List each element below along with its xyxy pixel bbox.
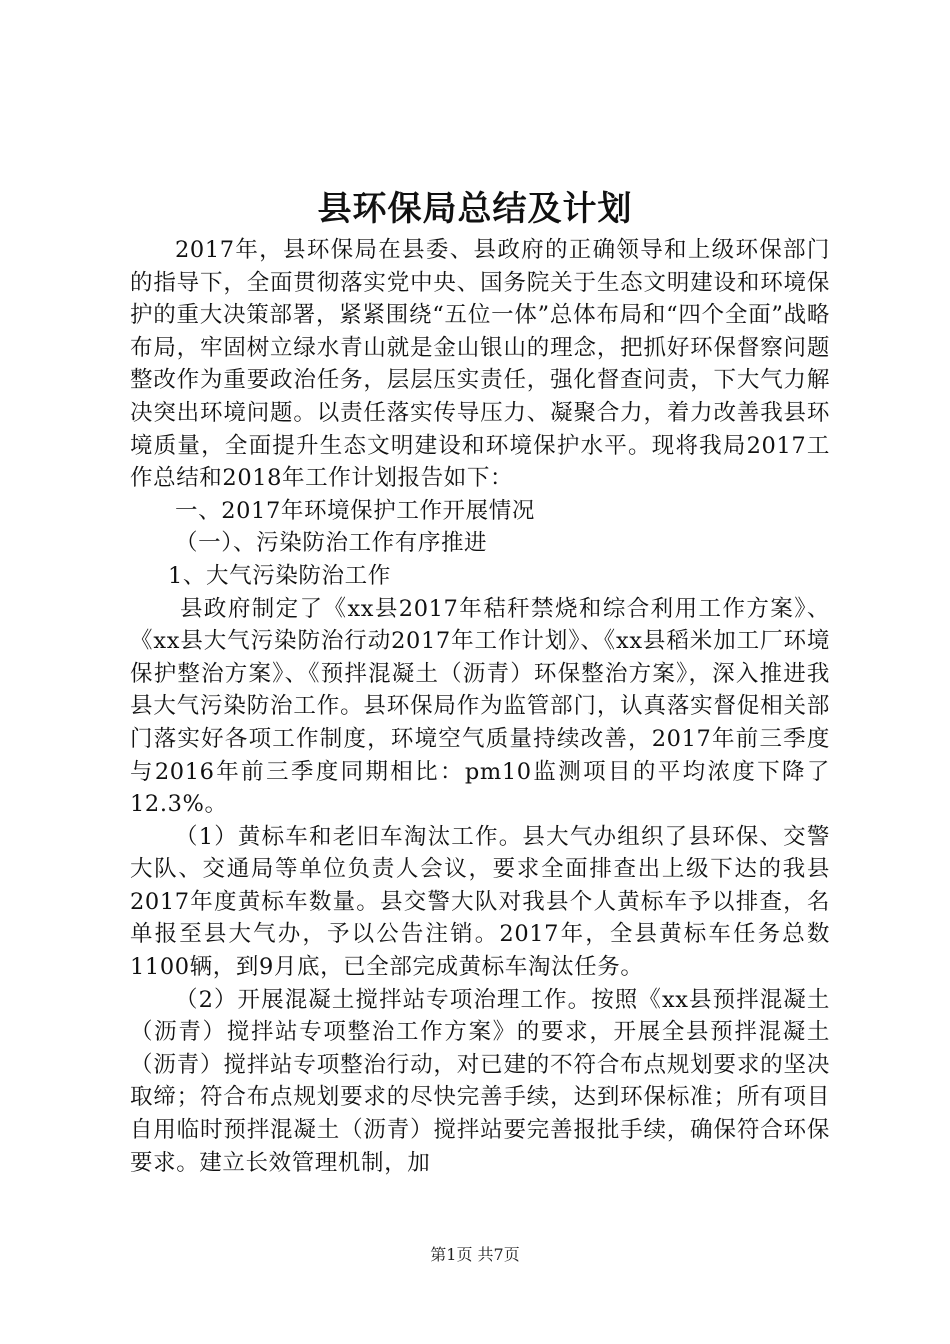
air-pollution-paragraph: 县政府制定了《xx县2017年秸秆禁烧和综合利用工作方案》、《xx县大气污染防治行动2017年工作计划》、《xx县稻米加工厂环境保护整治方案》、《预拌混凝土（沥青）环保整治方案》，深入推进我县大气污染防治工作。县环保局作为监管部门，认真落实督促相关部门落实好各项工作制度，环境空气质量持续改善，2017年前三季度与2016年前三季度同期相比：pm10监测项目的平均浓度下降了12.3%。 <box>130 595 830 818</box>
document-title: 县环保局总结及计划 <box>317 189 633 229</box>
mixing-station-paragraph: （2）开展混凝土搅拌站专项治理工作。按照《xx县预拌混凝土（沥青）搅拌站专项整治工作方案》的要求，开展全县预拌混凝土（沥青）搅拌站专项整治行动，对已建的不符合布点规划要求的坚决取缔；符合布点规划要求的尽快完善手续，达到环保标准；所有项目自用临时预拌混凝土（沥青）搅拌站要完善报批手续，确保符合环保要求。建立长效管理机制，加 <box>130 986 830 1176</box>
intro-paragraph: 2017年，县环保局在县委、县政府的正确领导和上级环保部门的指导下，全面贯彻落实党中央、国务院关于生态文明建设和环境保护的重大决策部署，紧紧围绕“五位一体”总体布局和“四个全面”战略布局，牢固树立绿水青山就是金山银山的理念，把抓好环保督察问题整改作为重要政治任务，层层压实责任，强化督查问责，下大气力解决突出环境问题。以责任落实传导压力、凝聚合力，着力改善我县环境质量，全面提升生态文明建设和环境保护水平。现将我局2017工作总结和2018年工作计划报告如下： <box>130 237 830 492</box>
item-heading-air: 1、大气污染防治工作 <box>168 562 391 589</box>
document-body <box>130 234 830 1179</box>
page-footer: 第1页 共7页 <box>430 1245 520 1264</box>
section-heading-1: 一、2017年环境保护工作开展情况 <box>175 497 535 524</box>
yellow-label-paragraph: （1）黄标车和老旧车淘汰工作。县大气办组织了县环保、交警大队、交通局等单位负责人会议，要求全面排查出上级下达的我县2017年度黄标车数量。县交警大队对我县个人黄标车予以排查，名单报至县大气办，予以公告注销。2017年，全县黄标车任务总数1100辆，到9月底，已全部完成黄标车淘汰任务。 <box>130 823 830 981</box>
subsection-heading: （一）、污染防治工作有序推进 <box>175 530 488 557</box>
